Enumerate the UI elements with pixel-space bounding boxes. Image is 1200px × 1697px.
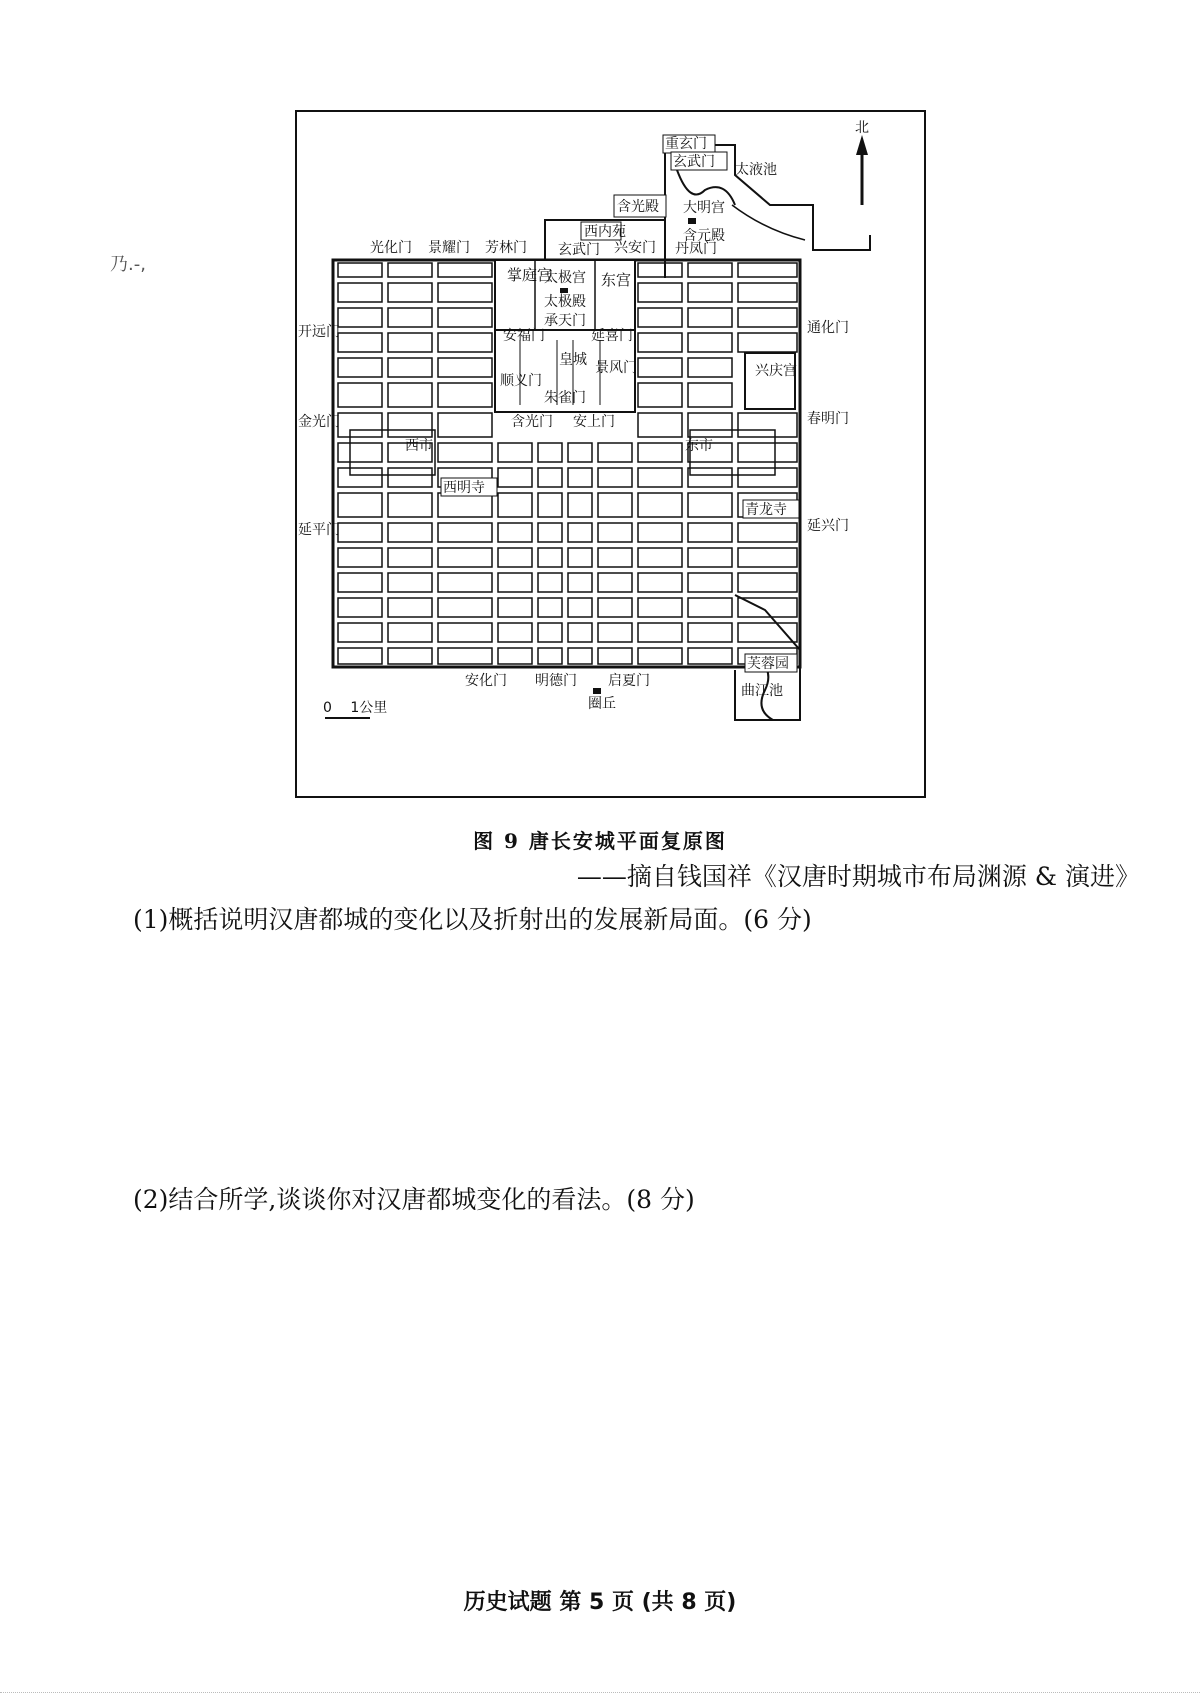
- ward-block: [388, 383, 432, 407]
- ward-block: [688, 308, 732, 327]
- ward-block: [438, 308, 492, 327]
- ward-block: [598, 468, 632, 487]
- page-footer: 历史试题 第 5 页 (共 8 页): [463, 1590, 737, 1615]
- ward-block: [498, 573, 532, 592]
- gate-xuanwu: 玄武门: [558, 242, 600, 258]
- ward-block: [738, 283, 797, 302]
- ward-block: [688, 468, 732, 487]
- question-2: (2)结合所学,谈谈你对汉唐都城变化的看法。(8 分): [133, 1185, 695, 1214]
- taijidian-marker: [560, 288, 568, 293]
- gate-chongxuan: 重玄门: [665, 136, 707, 152]
- north-arrowhead-icon: [856, 135, 868, 155]
- ward-block: [688, 623, 732, 642]
- bottom-dotted-line: [0, 1692, 1200, 1694]
- ward-block: [538, 468, 562, 487]
- ward-block: [538, 648, 562, 664]
- ward-block: [638, 263, 682, 277]
- ward-block: [438, 263, 492, 277]
- ward-block: [638, 383, 682, 407]
- ward-block: [438, 413, 492, 437]
- ward-block: [338, 283, 382, 302]
- ward-block: [338, 443, 382, 462]
- ward-block: [688, 523, 732, 542]
- ward-block: [338, 648, 382, 664]
- map-frame-border: [296, 111, 925, 797]
- qinglong-temple-label: 青龙寺: [745, 502, 787, 518]
- ward-block: [638, 648, 682, 664]
- figure-source: ——摘自钱国祥《汉唐时期城市布局渊源 & 演进》: [576, 862, 1140, 891]
- ward-block: [688, 413, 732, 437]
- gate-chunming: 春明门: [807, 411, 849, 427]
- ward-block: [638, 283, 682, 302]
- gate-anshang: 安上门: [573, 414, 615, 430]
- ward-block: [338, 573, 382, 592]
- ward-block: [738, 308, 797, 327]
- ward-block: [388, 413, 432, 437]
- ward-block: [598, 573, 632, 592]
- ward-block: [598, 648, 632, 664]
- gate-yanxi: 延喜门: [591, 328, 633, 344]
- east-market-label: 东市: [685, 438, 713, 454]
- ward-block: [568, 443, 592, 462]
- gate-qixia: 启夏门: [608, 673, 650, 689]
- ward-block: [688, 493, 732, 517]
- qujiang-label: 曲江池: [741, 683, 783, 699]
- gate-jingyao: 景耀门: [428, 240, 470, 256]
- ward-block: [388, 573, 432, 592]
- question-1: (1)概括说明汉唐都城的变化以及折射出的发展新局面。(6 分): [133, 905, 812, 934]
- scale-label: 0 1公里: [323, 700, 388, 716]
- yuanqiu-label: 圈丘: [588, 696, 616, 712]
- ward-block: [688, 283, 732, 302]
- ward-block: [568, 523, 592, 542]
- ward-block: [598, 523, 632, 542]
- ward-block: [568, 548, 592, 567]
- ward-block: [438, 623, 492, 642]
- ward-block: [568, 468, 592, 487]
- ward-block: [498, 623, 532, 642]
- map-svg: [295, 110, 926, 798]
- ward-block: [598, 623, 632, 642]
- west-market-label: 西市: [405, 438, 433, 454]
- ward-block: [568, 648, 592, 664]
- ward-block: [338, 308, 382, 327]
- ward-block: [388, 263, 432, 277]
- ward-block: [738, 573, 797, 592]
- gate-kaiyuan: 开远门: [298, 324, 340, 340]
- furong-label: 芙蓉园: [747, 656, 789, 672]
- ward-block: [498, 493, 532, 517]
- ward-block: [688, 383, 732, 407]
- ward-block: [438, 358, 492, 377]
- gate-zhuque: 朱雀门: [544, 390, 586, 406]
- gate-anfu: 安福门: [503, 328, 545, 344]
- ward-block: [498, 468, 532, 487]
- ward-block: [498, 648, 532, 664]
- ward-block: [438, 333, 492, 352]
- ward-block: [568, 598, 592, 617]
- ward-block: [638, 548, 682, 567]
- hanguang-label: 含光殿: [617, 199, 659, 215]
- ward-block: [538, 523, 562, 542]
- ward-block: [438, 598, 492, 617]
- ward-block: [598, 443, 632, 462]
- gate-hanguang: 含光门: [511, 414, 553, 430]
- gate-jinguang: 金光门: [298, 414, 340, 430]
- ward-block: [688, 548, 732, 567]
- chengtian-label: 承天门: [544, 313, 586, 329]
- taiye-pond-label: 太液池: [735, 162, 777, 178]
- ward-block: [438, 648, 492, 664]
- ward-block: [738, 333, 797, 352]
- ward-block: [738, 523, 797, 542]
- hanyuan-label: 含元殿: [683, 228, 725, 244]
- gate-tonghua: 通化门: [807, 320, 849, 336]
- ximing-temple-label: 西明寺: [443, 480, 485, 496]
- yuanqiu-marker: [593, 688, 601, 694]
- ward-block: [498, 598, 532, 617]
- hanyuan-marker: [688, 218, 696, 224]
- ward-block: [338, 468, 382, 487]
- ward-block: [638, 413, 682, 437]
- figure-caption: 图 9 唐长安城平面复原图: [473, 829, 727, 853]
- ward-block: [638, 598, 682, 617]
- ward-block: [638, 443, 682, 462]
- ward-block: [638, 333, 682, 352]
- ward-block: [498, 523, 532, 542]
- ward-block: [688, 333, 732, 352]
- gate-xingan: 兴安门: [614, 240, 656, 256]
- ward-block: [388, 308, 432, 327]
- ward-block: [638, 493, 682, 517]
- ward-block: [538, 443, 562, 462]
- ward-block: [498, 548, 532, 567]
- gate-xuanwu-daming: 玄武门: [673, 154, 715, 170]
- gate-jingfeng: 景风门: [595, 360, 637, 376]
- ward-block: [688, 573, 732, 592]
- ward-block: [638, 573, 682, 592]
- ward-block: [338, 413, 382, 437]
- gate-mingde: 明德门: [535, 673, 577, 689]
- ward-block: [388, 523, 432, 542]
- ward-block: [738, 263, 797, 277]
- ward-block: [388, 548, 432, 567]
- ward-block: [638, 308, 682, 327]
- ward-block: [538, 573, 562, 592]
- yeting-label: 掌庭宫: [507, 266, 553, 284]
- gate-yanping: 延平门: [298, 522, 340, 538]
- ward-block: [388, 333, 432, 352]
- ward-block: [538, 623, 562, 642]
- ward-block: [538, 493, 562, 517]
- ward-block: [388, 493, 432, 517]
- ward-block: [738, 413, 797, 437]
- chang-an-map: [295, 110, 926, 798]
- ward-block: [338, 263, 382, 277]
- ward-block: [738, 443, 797, 462]
- ward-block: [438, 493, 492, 517]
- ward-block: [388, 358, 432, 377]
- ward-block: [438, 548, 492, 567]
- ward-block: [388, 283, 432, 302]
- ward-block: [538, 548, 562, 567]
- xingqing-label: 兴庆宫: [755, 363, 797, 379]
- gate-anhua: 安化门: [465, 673, 507, 689]
- ward-block: [388, 648, 432, 664]
- donggong-label: 东宫: [601, 271, 632, 289]
- daming-palace-label: 大明宫: [683, 200, 725, 216]
- ward-block: [738, 548, 797, 567]
- taijidian-label: 太极殿: [544, 294, 586, 310]
- ward-block: [688, 598, 732, 617]
- ward-block: [388, 468, 432, 487]
- ward-block: [568, 493, 592, 517]
- ward-block: [598, 493, 632, 517]
- ward-block: [688, 263, 732, 277]
- ward-block: [738, 623, 797, 642]
- huangcheng-label: 皇城: [559, 352, 587, 368]
- ward-block: [338, 548, 382, 567]
- ward-block: [598, 548, 632, 567]
- ward-block: [338, 523, 382, 542]
- gate-yanxing: 延兴门: [807, 518, 849, 534]
- ward-block: [438, 523, 492, 542]
- ward-block: [688, 648, 732, 664]
- xineiyuan-label: 西内苑: [584, 224, 626, 240]
- ward-block: [598, 598, 632, 617]
- ward-block: [338, 623, 382, 642]
- ward-block: [438, 443, 492, 462]
- ward-block: [388, 598, 432, 617]
- gate-guanghua: 光化门: [370, 240, 412, 256]
- xingqing-palace: [745, 353, 795, 409]
- ward-block: [438, 573, 492, 592]
- ward-block: [538, 598, 562, 617]
- gate-fanglin: 芳林门: [485, 240, 527, 256]
- ward-block: [638, 523, 682, 542]
- ward-block: [638, 623, 682, 642]
- ward-block: [338, 383, 382, 407]
- ward-block: [338, 598, 382, 617]
- ward-block: [638, 468, 682, 487]
- gate-shunyi: 顺义门: [500, 373, 542, 389]
- canal-east: [732, 205, 805, 240]
- gate-danfeng: 丹凤门: [675, 241, 717, 257]
- ward-block: [638, 358, 682, 377]
- stray-mark: 乃.-,: [110, 254, 146, 275]
- taiji-palace-label: 太极宫: [544, 270, 586, 286]
- ward-block: [498, 443, 532, 462]
- ward-block: [568, 623, 592, 642]
- ward-block: [738, 468, 797, 487]
- ward-block: [388, 623, 432, 642]
- ward-block: [338, 333, 382, 352]
- north-label: 北: [855, 120, 869, 136]
- ward-block: [568, 573, 592, 592]
- ward-block: [338, 358, 382, 377]
- ward-block: [338, 493, 382, 517]
- ward-block: [688, 358, 732, 377]
- ward-block: [438, 383, 492, 407]
- ward-block: [438, 283, 492, 302]
